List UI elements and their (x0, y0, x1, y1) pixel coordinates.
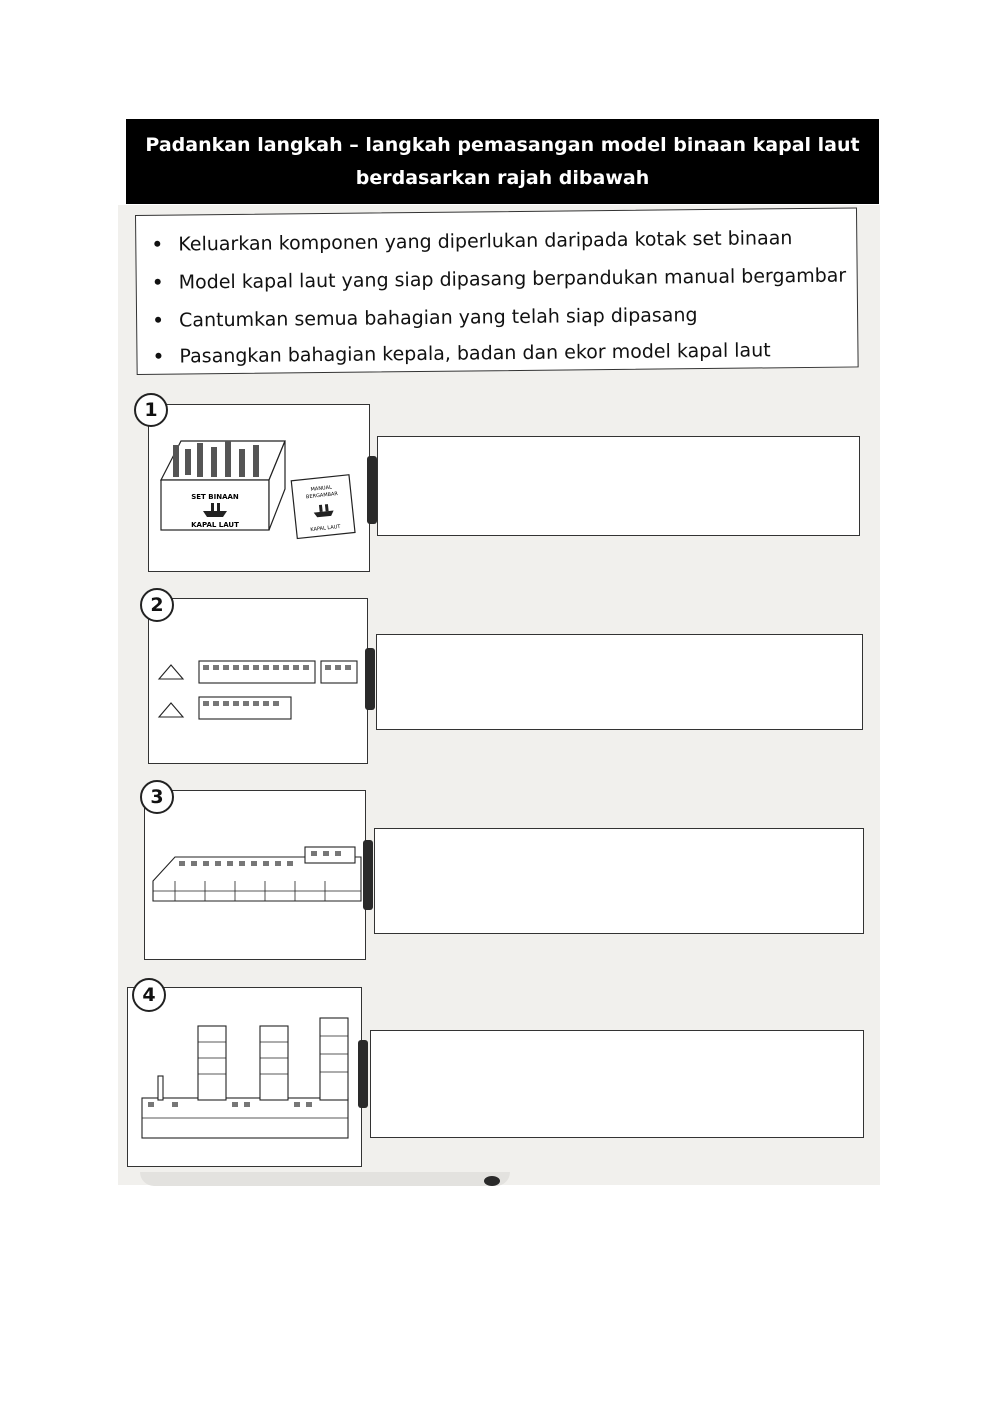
kit-box-and-manual-illustration (149, 405, 371, 573)
connector-tab (365, 648, 375, 710)
header-line-2: berdasarkan rajah dibawah (355, 167, 650, 189)
answer-box-4[interactable] (370, 1030, 864, 1138)
answer-box-2[interactable] (376, 634, 863, 730)
answer-box-1[interactable] (377, 436, 860, 536)
manual-label-3: KAPAL LAUT (310, 523, 341, 534)
box-label-1: SET BINAAN (191, 493, 239, 501)
assembled-hull-illustration (145, 791, 367, 961)
separate-parts-illustration (149, 599, 369, 765)
manual-label-1: MANUAL (310, 484, 333, 493)
step-number-1: 1 (134, 393, 168, 427)
step-1-illustration (148, 404, 370, 572)
statement-text: Cantumkan semua bahagian yang telah siap dipasang (178, 304, 698, 332)
bullet-icon (155, 278, 161, 284)
photo-shadow-dot (484, 1176, 500, 1186)
answer-box-3[interactable] (374, 828, 864, 934)
statement-text: Keluarkan komponen yang diperlukan daripada kotak set binaan (178, 227, 793, 256)
step-2-illustration (148, 598, 368, 764)
statement-item[interactable] (155, 304, 698, 332)
connector-tab (363, 840, 373, 910)
bullet-icon (154, 240, 160, 246)
completed-ship-illustration (128, 988, 363, 1168)
statement-text: Pasangkan bahagian kepala, badan dan ekor model kapal laut (179, 339, 771, 368)
connector-tab (367, 456, 377, 524)
step-number-3: 3 (140, 780, 174, 814)
manual-label-2: BERGAMBAR (305, 491, 339, 501)
statement-text: Model kapal laut yang siap dipasang berpandukan manual bergambar (178, 264, 847, 294)
connector-tab (358, 1040, 368, 1108)
photo-edge (140, 1172, 510, 1186)
box-label-2: KAPAL LAUT (191, 521, 239, 529)
step-4-illustration (127, 987, 362, 1167)
instruction-header (126, 119, 879, 204)
statement-item[interactable] (154, 227, 792, 256)
statement-list (135, 207, 859, 375)
statement-item[interactable] (155, 339, 770, 367)
header-line-1: Padankan langkah – langkah pemasangan model binaan kapal laut (145, 134, 860, 156)
step-number-2: 2 (140, 588, 174, 622)
statement-item[interactable] (155, 265, 847, 294)
bullet-icon (155, 352, 161, 358)
step-number-4: 4 (132, 978, 166, 1012)
step-3-illustration (144, 790, 366, 960)
bullet-icon (155, 316, 161, 322)
